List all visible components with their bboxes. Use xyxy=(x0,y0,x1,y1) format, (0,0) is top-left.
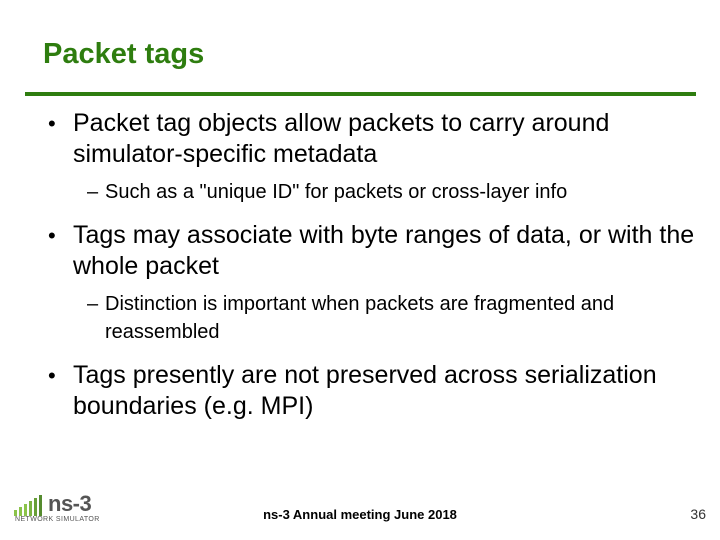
bullet-text: Tags presently are not preserved across serialization boundaries (e.g. MPI) xyxy=(73,361,657,420)
slide-title: Packet tags xyxy=(43,38,205,70)
slide-body xyxy=(48,108,698,422)
bullet-text: Tags may associate with byte ranges of data, or with the whole packet xyxy=(73,221,695,280)
sub-bullet-item xyxy=(48,290,698,346)
sub-bullet-item xyxy=(48,178,698,206)
bullet-marker: • xyxy=(48,223,56,248)
sub-bullet-marker: – xyxy=(87,293,99,315)
sub-bullet-text: Distinction is important when packets are fragmented and reassembled xyxy=(105,293,615,343)
bullet-text: Packet tag objects allow packets to carry around simulator-specific metadata xyxy=(73,109,610,168)
sub-bullet-text: Such as a "unique ID" for packets or cross-layer info xyxy=(105,181,568,203)
sub-bullet-marker: – xyxy=(87,181,99,203)
logo-wordmark: ns-3 xyxy=(48,491,92,516)
bullet-item xyxy=(48,108,698,170)
bullet-item xyxy=(48,360,698,422)
title-underline xyxy=(25,92,696,96)
bullet-item xyxy=(48,220,698,282)
page-number: 36 xyxy=(690,506,706,522)
footer-text: ns-3 Annual meeting June 2018 xyxy=(263,507,457,522)
logo-subtitle: NETWORK SIMULATOR xyxy=(15,516,100,523)
bullet-marker: • xyxy=(48,363,56,388)
bullet-marker: • xyxy=(48,111,56,136)
